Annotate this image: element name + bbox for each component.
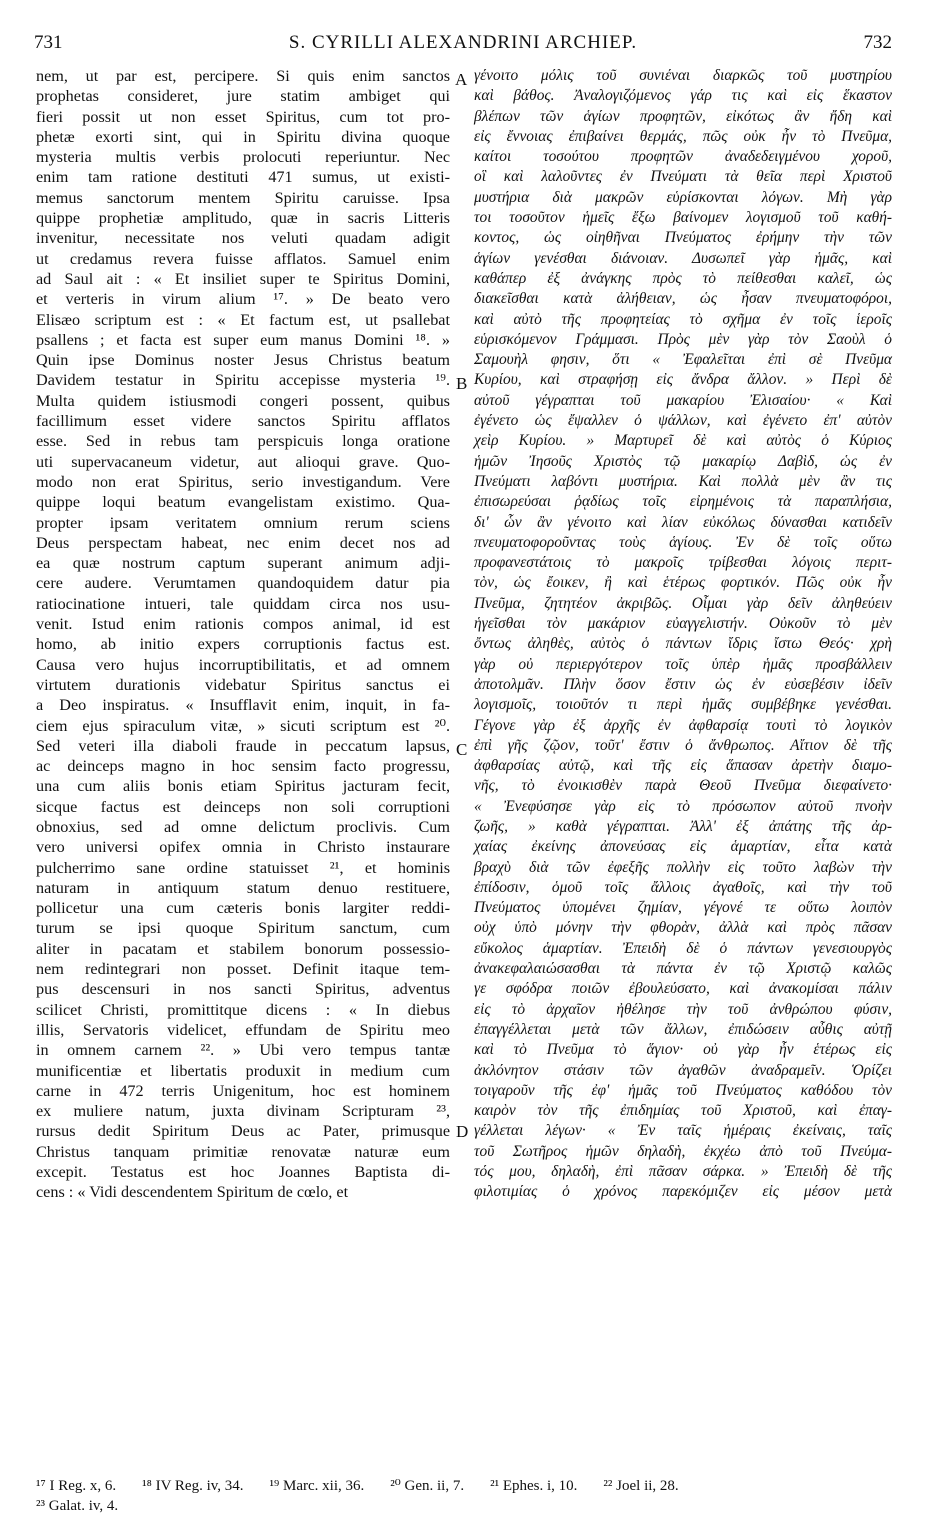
greek-text-line: οὐχ ὑπὸ μόνην τὴν φθορὰν, ἀλλὰ καὶ πρὸς πᾶσαν [474,919,892,937]
greek-text-line: Πνεύματος ὑπομένει ζημίαν, γέγονέ τε οὕτω λοιπὸν [474,899,892,917]
greek-text-line: εὑρισκόμενον Γράμμασι. Πρὸς μὲν γὰρ τὸν Σαοὺλ ὁ [474,330,892,348]
latin-text-line: et verteris in virum alium ¹⁷. » De beato vero [36,290,450,309]
latin-text-line: pulcherrimo sane ordine statuisset ²¹, et hominis [36,858,450,877]
latin-text-line: invenitur, necessitate nos veluti quadam adigit [36,229,450,248]
latin-text-line: turum se ipsi quoque Spiritum sanctum, cum [36,919,450,938]
footnote-item: ²² Joel ii, 28. [603,1478,679,1494]
greek-text-line: τός μου, δηλαδὴ, ἐπὶ πᾶσαν σάρκα. » Ἐπειδὴ δὲ τῆς [474,1163,892,1181]
latin-text-line: scilicet Christi, promittitque dicens : « In diebus [36,1000,450,1019]
footnote-item: ¹⁹ Marc. xii, 36. [269,1478,365,1494]
footnote-item: ²⁰ Gen. ii, 7. [390,1478,465,1494]
greek-text-line: ἀνακεφαλαιώσασθαι τὰ πάντα ἐν τῷ Χριστῷ καλῶς [474,960,892,978]
greek-text-line: καθάπερ ἐξ ἀνάγκης πρὸς τὸ πείθεσθαι καλεῖ, ὡς [474,269,892,287]
section-marker-b: B [456,374,468,393]
footnote-item: ¹⁷ I Reg. x, 6. [36,1478,117,1494]
footnote-item: ²¹ Ephes. i, 10. [490,1478,578,1494]
greek-text-line: ἐπαγγέλλεται μετὰ τῶν ἄλλων, ἐπιδώσειν αὖθις αὐτῇ [474,1020,892,1038]
greek-text-line: δι' ὧν ἂν γένοιτο καὶ λίαν εὐκόλως δύνασθαι κατιδεῖν [474,513,892,531]
greek-text-line: καὶ αὐτὸ τῆς προφητείας τὸ σχῆμα ἐν τοῖς ἱεροῖς [474,310,892,328]
latin-text-line: una cum aliis bonis etiam Spiritus jacturam fecit, [36,777,450,796]
latin-text-line: facillimum esset videre sanctos Spiritu afflatos [36,412,450,431]
greek-text-line: ἐγένετο ὡς ἔψαλλεν ὁ ψάλλων, καὶ ἐγένετο ἐπ' αὐτὸν [474,412,892,430]
latin-text-line: sicque factus est deinceps non soli corruptioni [36,797,450,816]
latin-text-line: ac deinceps magno in hoc sensim facto progressu, [36,757,450,776]
latin-text-line: aliter in pacatam et stabilem bonorum possessio- [36,939,450,958]
latin-text-line: Causa vero hujus incorruptibilitatis, et ad omnem [36,655,450,674]
latin-text-line: Multa quidem istiusmodi congeri possent, quibus [36,391,450,410]
greek-text-line: βραχὺ διὰ τῶν ἐφεξῆς πολλὴν εἰς τοῦτο λαβὼν τὴν [474,858,892,876]
latin-text-line: homo, ab initio expers corruptionis factus est. [36,635,450,654]
running-title: S. CYRILLI ALEXANDRINI ARCHIEP. [288,32,638,53]
latin-text-line: Sed veteri illa diaboli fraude in peccatum lapsus, [36,736,450,755]
latin-text-line: cens : « Vidi descendentem Spiritum de cœlo, et [36,1183,349,1202]
greek-text-line: πνευματοφοροῦντας τοὺς ἁγίους. Ἐν δὲ τοῖς οὕτω [474,533,892,551]
latin-text-line: phetæ exorti sint, qui in Spiritu divina quoque [36,127,450,146]
latin-text-line: psallens ; et facta est super eum manus Domini ¹⁸. » [36,330,450,349]
latin-text-line: venit. Istud enim rationis compos animal, id est [36,615,450,634]
greek-text-line: λογισμοῖς, τοιοῦτόν τι περὶ ἡμᾶς συμβέβηκε γενέσθαι. [474,696,892,714]
greek-text-line: ἀποτολμᾶν. Πλὴν ὅσον ἔστιν ὡς ἐν εὐσεβέσιν ἰδεῖν [474,675,892,693]
section-marker-c: C [456,740,468,759]
latin-text-line: pus descensuri in nos sancti Spiritus, adventus [36,980,450,999]
greek-text-line: ἀφθαρσίας αὐτῷ, καὶ τῆς εἰς ἅπασαν ἀρετὴν διαμο- [474,757,892,775]
latin-text-line: carne in 472 terris Unigenitum, hoc est hominem [36,1081,450,1100]
latin-text-line: memus sanctorum mentem Spiritu caruisse. Ipsa [36,188,450,207]
footnote-row [36,1476,896,1496]
latin-text-line: ex muliere natum, juxta divinam Scripturam ²³, [36,1102,450,1121]
latin-text-line: Deus perspectam habeat, nec enim decet nos ad [36,533,450,552]
greek-text-line: ζωῆς, » καθὰ γέγραπται. Ἀλλ' ἐξ ἀπάτης τῆς ἀρ- [474,817,892,835]
greek-text-line: ἁγίων γενέσθαι διάνοιαν. Δυσωπεῖ γὰρ ἡμᾶς, καὶ [474,249,892,267]
greek-text-line: καὶ βάθος. Ἀναλογιζόμενος γάρ τις καὶ εἰς ἕκαστον [474,87,892,105]
greek-text-line: ἡμῶν Ἰησοῦς Χριστὸς τῷ μακαρίῳ Δαβὶδ, ὡς ἐν [474,452,892,470]
greek-text-line: καίτοι τοσούτου προφητῶν ἀναδεδειγμένου χοροῦ, [474,148,892,166]
greek-text-line: ἡγεῖσθαι τὸν μακάριον εὐαγγελιστήν. Οὐκοῦν τὸ μὲν [474,615,892,633]
latin-text-line: Christus tanquam primitiæ renovatæ naturæ eum [36,1142,450,1161]
latin-text-line: excepit. Testatus est hoc Joannes Baptista di- [36,1163,450,1182]
latin-text-line: naturam in antiquum statum denuo restituere, [36,878,450,897]
latin-text-line: ratiocinatione intueri, tale quiddam circa nos usu- [36,594,450,613]
latin-text-line: mysteria multis verbis prolocuti reperiuntur. Nec [36,148,450,167]
latin-text-line: obnoxius, sed ad omne delictum proclivis. Cum [36,817,450,836]
greek-text-line: εἰς ἔννοιας ἐπιβαίνει θερμάς, πῶς οὐκ ἦν τὸ Πνεῦμα, [474,127,892,145]
greek-text-line: αὐτοῦ γέγραπται τοῦ μακαρίου Ἐλισαίου· « Καὶ [474,391,892,409]
latin-text-line: Davidem testatur in Spiritu accepisse mysteria ¹⁹. [36,371,450,390]
latin-column [36,66,450,1203]
greek-text-line: οἳ καὶ λαλοῦντες ἐν Πνεύματι τὰ θεῖα περὶ Χριστοῦ [474,168,892,186]
page-number-right: 732 [863,32,892,53]
latin-text-line: enim tam ratione destituti 471 sumus, ut existi- [36,168,450,187]
latin-text-line: in omnem carnem ²². » Ubi vero tempus tantæ [36,1041,450,1060]
greek-text-line: ἐπισωρεύσαι ῥᾳδίως τοῖς εἰρημένοις τὰ παραπλήσια, [474,493,892,511]
footnotes [36,1476,896,1516]
greek-text-line: « Ἐνεφύσησε γὰρ εἰς τὸ πρόσωπον αὐτοῦ πνοὴν [474,797,892,815]
latin-text-line: quippe loqui beatum evangelistam existimo. Qua- [36,493,450,512]
latin-text-line: uti supervacaneum videtur, aut alioqui grave. Quo- [36,452,450,471]
latin-text-line: Quin ipse Dominus noster Jesus Christus beatum [36,351,450,370]
footnote-item: ¹⁸ IV Reg. iv, 34. [142,1478,244,1494]
latin-text-line: munificentiæ et libertatis produxit in medium cum [36,1061,450,1080]
greek-text-line: νῆς, τὸ ἐνοικισθὲν παρὰ Θεοῦ Πνεῦμα διεφαίνετο· [474,777,892,795]
greek-text-line: γὰρ οὐ περιεργότερον τοῖς ὑπὲρ ἡμᾶς προσβάλλειν [474,655,892,673]
greek-text-line: Πνεύματι λαβόντι μυστήρια. Καὶ πολλὰ μὲν ἂν τις [474,472,892,490]
greek-text-line: χαίας ἐκείνης ἀπονεύσας εἰς ἁμαρτίαν, εἶτα κατὰ [474,838,892,856]
latin-text-line: propter ipsam veritatem omnium rerum sciens [36,513,450,532]
latin-text-line: illis, Servatoris videlicet, effundam de Spiritu meo [36,1020,450,1039]
section-marker-d: D [456,1122,469,1141]
latin-text-line: pollicetur una cum cæteris bonis largiter reddi- [36,899,450,918]
greek-text-line: τὸν, ὡς ἔοικεν, ἢ καὶ ἑτέρως φορτικόν. Πῶς οὐκ ἦν [474,574,892,592]
greek-text-line: κοντος, ὡς οἰηθῆναι Πνεύματος ἐρήμην τὴν τῶν [474,229,892,247]
page-number-left: 731 [34,32,63,53]
greek-text-line: εἰς τὸ ἀρχαῖον ἠθέλησε τὴν τοῦ ἀνθρώπου φύσιν, [474,1000,892,1018]
greek-text-line: ἀκλόνητον στάσιν τῶν ἀγαθῶν ἀναδραμεῖν. Ὁρίζει [474,1061,892,1079]
latin-text-line: ea quæ nostrum captum superant animum adji- [36,554,450,573]
greek-text-line: γέλλεται λέγων· « Ἐν ταῖς ἡμέραις ἐκείναις, ταῖς [474,1122,892,1140]
greek-text-line: καὶ τὸ Πνεῦμα τὸ ἅγιον· οὐ γὰρ ἦν ἑτέρως εἰς [474,1041,892,1059]
greek-text-line: τοιγαροῦν τῆς ἐφ' ἡμᾶς τοῦ Πνεύματος καθόδου τὸν [474,1081,892,1099]
latin-text-line: modo non erat Spiritus, serio investigandum. Vere [36,472,450,491]
greek-text-line: χεὶρ Κυρίου. » Μαρτυρεῖ δὲ καὶ αὐτὸς ὁ Κύριος [474,432,892,450]
running-header [34,32,892,58]
latin-text-line: prophetas consideret, jure statim ambiget qui [36,87,450,106]
latin-text-line: virtutem durationis videbatur Spiritus sanctus ei [36,675,450,694]
footnote-item: ²³ Galat. iv, 4. [36,1498,119,1514]
greek-text-line: τοι τοσοῦτον ἡμεῖς ἔξω βαίνομεν λογισμοῦ τοῦ καθή- [474,209,892,227]
section-marker-a: A [455,70,468,89]
greek-text-line: Πνεῦμα, ζητητέον ἀκριβῶς. Οἶμαι γὰρ δεῖν ἀληθεύειν [474,594,892,612]
greek-text-line: Κυρίου, καὶ στραφήσῃ εἰς ἄνδρα ἄλλον. » Περὶ δὲ [474,371,892,389]
greek-text-line: βλέπων τῶν ἁγίων προφητῶν, εἰκότως ἂν ἤδη καὶ [474,107,892,125]
greek-text-line: τοῦ Σωτῆρος ἡμῶν δηλαδὴ, ἐκχέω ἀπὸ τοῦ Πνεύμα- [474,1142,892,1160]
greek-column [474,66,892,1203]
greek-text-line: ἐπίδοσιν, ὁμοῦ τοῖς ἄλλοις ἀγαθοῖς, καὶ τὴν τοῦ [474,878,892,896]
latin-text-line: ut credamus revera fuisse afflatos. Samuel enim [36,249,450,268]
footnote-row [36,1496,896,1516]
latin-text-line: a Deo inspiratus. « Insufflavit enim, inquit, in fa- [36,696,450,715]
latin-text-line: quippe prophetiæ amplitudo, quæ in sacris Litteris [36,209,450,228]
greek-text-line: γε σφόδρα ποιῶν ἐβουλεύσατο, καὶ ἀνακομίσαι πάλιν [474,980,892,998]
greek-text-line: διακεῖσθαι κατὰ ἀλήθειαν, ὡς ἦσαν πνευματοφόροι, [474,290,892,308]
greek-text-line: προφανεστάτοις τὸ μακροῖς τρίβεσθαι λόγοις περιτ- [474,554,892,572]
greek-text-line: μυστήρια διὰ μακρῶν εὑρίσκονται λόγων. Μὴ γὰρ [474,188,892,206]
latin-text-line: cere audere. Verumtamen quandoquidem datur pia [36,574,450,593]
latin-text-line: rursus dedit Spiritum Deus ac Pater, primusque [36,1122,450,1141]
latin-text-line: Elisæo scriptum est : « Et factum est, ut psallebat [36,310,450,329]
latin-text-line: esse. Sed in rebus tam perspicuis longa oratione [36,432,450,451]
latin-text-line: nem redintegrari non posset. Definit itaque tem- [36,960,450,979]
latin-text-line: ad Saul ait : « Et insiliet super te Spiritus Domini, [36,269,450,288]
latin-text-line: nem, ut par est, percipere. Si quis enim sanctos [36,67,450,85]
greek-text-line: ὄντως ἀληθὲς, αὐτὸς ὁ πάντων ἴδρις ἴστω Θεός· χρὴ [474,635,892,653]
greek-text-line: εὔκολος ἁμαρτίαν. Ἐπειδὴ δὲ ὁ πάντων γενεσιουργὸς [474,939,892,957]
greek-text-line: γένοιτο μόλις τοῦ συνιέναι διαρκῶς τοῦ μυστηρίου [474,67,892,84]
greek-text-line: Σαμουὴλ φησιν, ὅτι « Ἐφαλεῖται ἐπὶ σὲ Πνεῦμα [474,351,892,369]
latin-text-line: vero universi opifex omnia in Christo instaurare [36,838,450,857]
greek-text-line: φιλοτιμίας ὁ χρόνος παρεκόμιζεν εἰς μέσον μετὰ [474,1183,892,1201]
greek-text-line: ἐπὶ γῆς ζῷον, τοῦτ' ἔστιν ὁ ἄνθρωπος. Αἴτιον δὲ τῆς [474,736,892,754]
latin-text-line: ciem ejus spiraculum vitæ, » sicuti scriptum est ²⁰. [36,716,450,735]
greek-text-line: καιρὸν τὸν τῆς ἐπιδημίας τοῦ Χριστοῦ, καὶ ἐπαγ- [474,1102,892,1120]
greek-text-line: Γέγονε γὰρ ἐξ ἀρχῆς ἐν ἀφθαρσίᾳ τουτὶ τὸ λογικὸν [474,716,892,734]
latin-text-line: fieri possit ut non esset Spiritus, cum tot pro- [36,107,450,126]
